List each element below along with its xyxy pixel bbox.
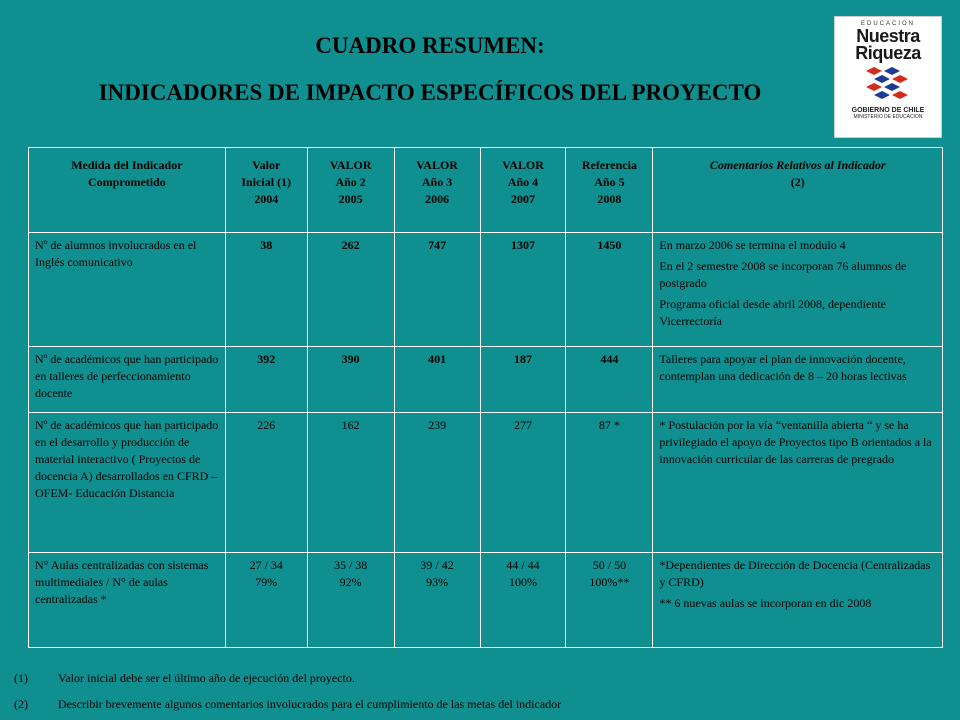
comment-line: En marzo 2006 se termina el modulo 4 bbox=[659, 238, 846, 252]
cell-percent: 93% bbox=[426, 575, 449, 589]
header-comments-l2: (2) bbox=[790, 175, 805, 189]
cell-2008: 444 bbox=[566, 347, 653, 413]
logo-top-text: EDUCACION bbox=[860, 21, 915, 27]
cell-2008 bbox=[566, 553, 653, 648]
header-2005-l2: Año 2 bbox=[335, 175, 366, 189]
footnote-number: (1) bbox=[14, 671, 28, 685]
cell-2005: 162 bbox=[307, 413, 394, 553]
header-2005 bbox=[307, 148, 394, 233]
header-2004-l2: Inicial (1) bbox=[241, 175, 292, 189]
table-row bbox=[29, 553, 943, 648]
footnote-1 bbox=[14, 671, 355, 686]
logo-gobierno: GOBIERNO DE CHILE bbox=[851, 107, 925, 114]
cell-2007 bbox=[480, 553, 566, 648]
header-comments-l1: Comentarios Relativos al Indicador bbox=[709, 158, 886, 172]
header-2006-l2: Año 3 bbox=[421, 175, 453, 189]
cell-2004: 392 bbox=[225, 347, 307, 413]
cell-2005: 262 bbox=[307, 233, 394, 347]
row-comments: * Postulación por la vía “ventanilla abierta “ y se ha privilegiado el apoyo de Proyectos tipo B orientados a la innovación curricular de las carreras de pregrado bbox=[653, 413, 943, 553]
row-comments bbox=[653, 233, 943, 347]
cell-ratio: 27 / 34 bbox=[249, 558, 283, 572]
logo-emblem-icon bbox=[860, 65, 916, 105]
table-row bbox=[29, 347, 943, 413]
cell-ratio: 39 / 42 bbox=[420, 558, 454, 572]
header-2006-l1: VALOR bbox=[416, 158, 458, 172]
logo-ministerio: MINISTERIO DE EDUCACION bbox=[853, 114, 923, 120]
header-2004-l3: 2004 bbox=[254, 192, 279, 206]
row-indicator: Nº de académicos que han participado en talleres de perfeccionamiento docente bbox=[29, 347, 226, 413]
logo-line-1: Nuestra bbox=[856, 26, 920, 46]
cell-percent: 100%** bbox=[589, 575, 630, 589]
header-2005-l3: 2005 bbox=[338, 192, 363, 206]
header-2004-l1: Valor bbox=[252, 158, 281, 172]
footnote-number: (2) bbox=[14, 697, 28, 711]
row-indicator: Nº de académicos que han participado en el desarrollo y producción de material interactivo ( Proyectos de docencia A) desarrollados en CFRD – OFEM- Educación Distancia bbox=[29, 413, 226, 553]
header-2008-l2: Año 5 bbox=[594, 175, 625, 189]
header-2008-l3: 2008 bbox=[597, 192, 622, 206]
cell-2006: 401 bbox=[394, 347, 480, 413]
header-2007-l1: VALOR bbox=[502, 158, 544, 172]
header-2004 bbox=[225, 148, 307, 233]
logo-line-2: Riqueza bbox=[855, 43, 921, 63]
cell-2007: 1307 bbox=[480, 233, 566, 347]
header-row bbox=[29, 148, 943, 233]
header-indicator-l2: Comprometido bbox=[88, 175, 166, 189]
title-line-2: INDICADORES DE IMPACTO ESPECÍFICOS DEL PROYECTO bbox=[98, 80, 762, 105]
indicators-table bbox=[28, 147, 943, 648]
footnote-text: Valor inicial debe ser el último año de ejecución del proyecto. bbox=[58, 671, 355, 685]
cell-2006 bbox=[394, 553, 480, 648]
cell-2005 bbox=[307, 553, 394, 648]
cell-ratio: 44 / 44 bbox=[506, 558, 540, 572]
cell-2008: 1450 bbox=[566, 233, 653, 347]
cell-2008: 87 * bbox=[566, 413, 653, 553]
cell-percent: 79% bbox=[255, 575, 278, 589]
header-2006 bbox=[394, 148, 480, 233]
header-comments bbox=[653, 148, 943, 233]
row-indicator: Nº de alumnos involucrados en el Inglés comunicativo bbox=[29, 233, 226, 347]
header-2007-l3: 2007 bbox=[510, 192, 535, 206]
cell-2004: 226 bbox=[225, 413, 307, 553]
header-2005-l1: VALOR bbox=[329, 158, 372, 172]
cell-2007: 187 bbox=[480, 347, 566, 413]
header-2007-l2: Año 4 bbox=[507, 175, 539, 189]
cell-2006: 747 bbox=[394, 233, 480, 347]
table-row bbox=[29, 233, 943, 347]
comment-line: En el 2 semestre 2008 se incorporan 76 alumnos de postgrado bbox=[659, 259, 907, 290]
header-2008-l1: Referencia bbox=[581, 158, 637, 172]
comment-line: ** 6 nuevas aulas se incorporan en dic 2008 bbox=[659, 596, 872, 610]
nuestra-riqueza-logo bbox=[834, 16, 942, 138]
comment-line: *Dependientes de Dirección de Docencia (Centralizadas y CFRD) bbox=[659, 558, 931, 589]
row-indicator: N° Aulas centralizadas con sistemas multimediales / N° de aulas centralizadas * bbox=[29, 553, 226, 648]
row-comments bbox=[653, 553, 943, 648]
header-2006-l3: 2006 bbox=[425, 192, 450, 206]
comment-line: Programa oficial desde abril 2008, dependiente Vicerrectoría bbox=[659, 297, 886, 328]
cell-percent: 100% bbox=[508, 575, 537, 589]
cell-2006: 239 bbox=[394, 413, 480, 553]
header-indicator bbox=[29, 148, 226, 233]
row-comments: Talleres para apoyar el plan de innovación docente, contemplan una dedicación de 8 – 20 horas lectivas bbox=[653, 347, 943, 413]
cell-ratio: 50 / 50 bbox=[592, 558, 627, 572]
header-indicator-l1: Medida del Indicador bbox=[71, 158, 183, 172]
cell-percent: 92% bbox=[339, 575, 362, 589]
cell-2004 bbox=[225, 553, 307, 648]
title-line-1: CUADRO RESUMEN: bbox=[315, 33, 545, 58]
table-row bbox=[29, 413, 943, 553]
header-2007 bbox=[480, 148, 566, 233]
cell-2005: 390 bbox=[307, 347, 394, 413]
header-2008 bbox=[566, 148, 653, 233]
footnote-2 bbox=[14, 697, 561, 712]
footnote-text: Describir brevemente algunos comentarios involucrados para el cumplimiento de las metas del indicador bbox=[58, 697, 562, 711]
cell-ratio: 35 / 38 bbox=[333, 558, 368, 572]
cell-2004: 38 bbox=[225, 233, 307, 347]
cell-2007: 277 bbox=[480, 413, 566, 553]
